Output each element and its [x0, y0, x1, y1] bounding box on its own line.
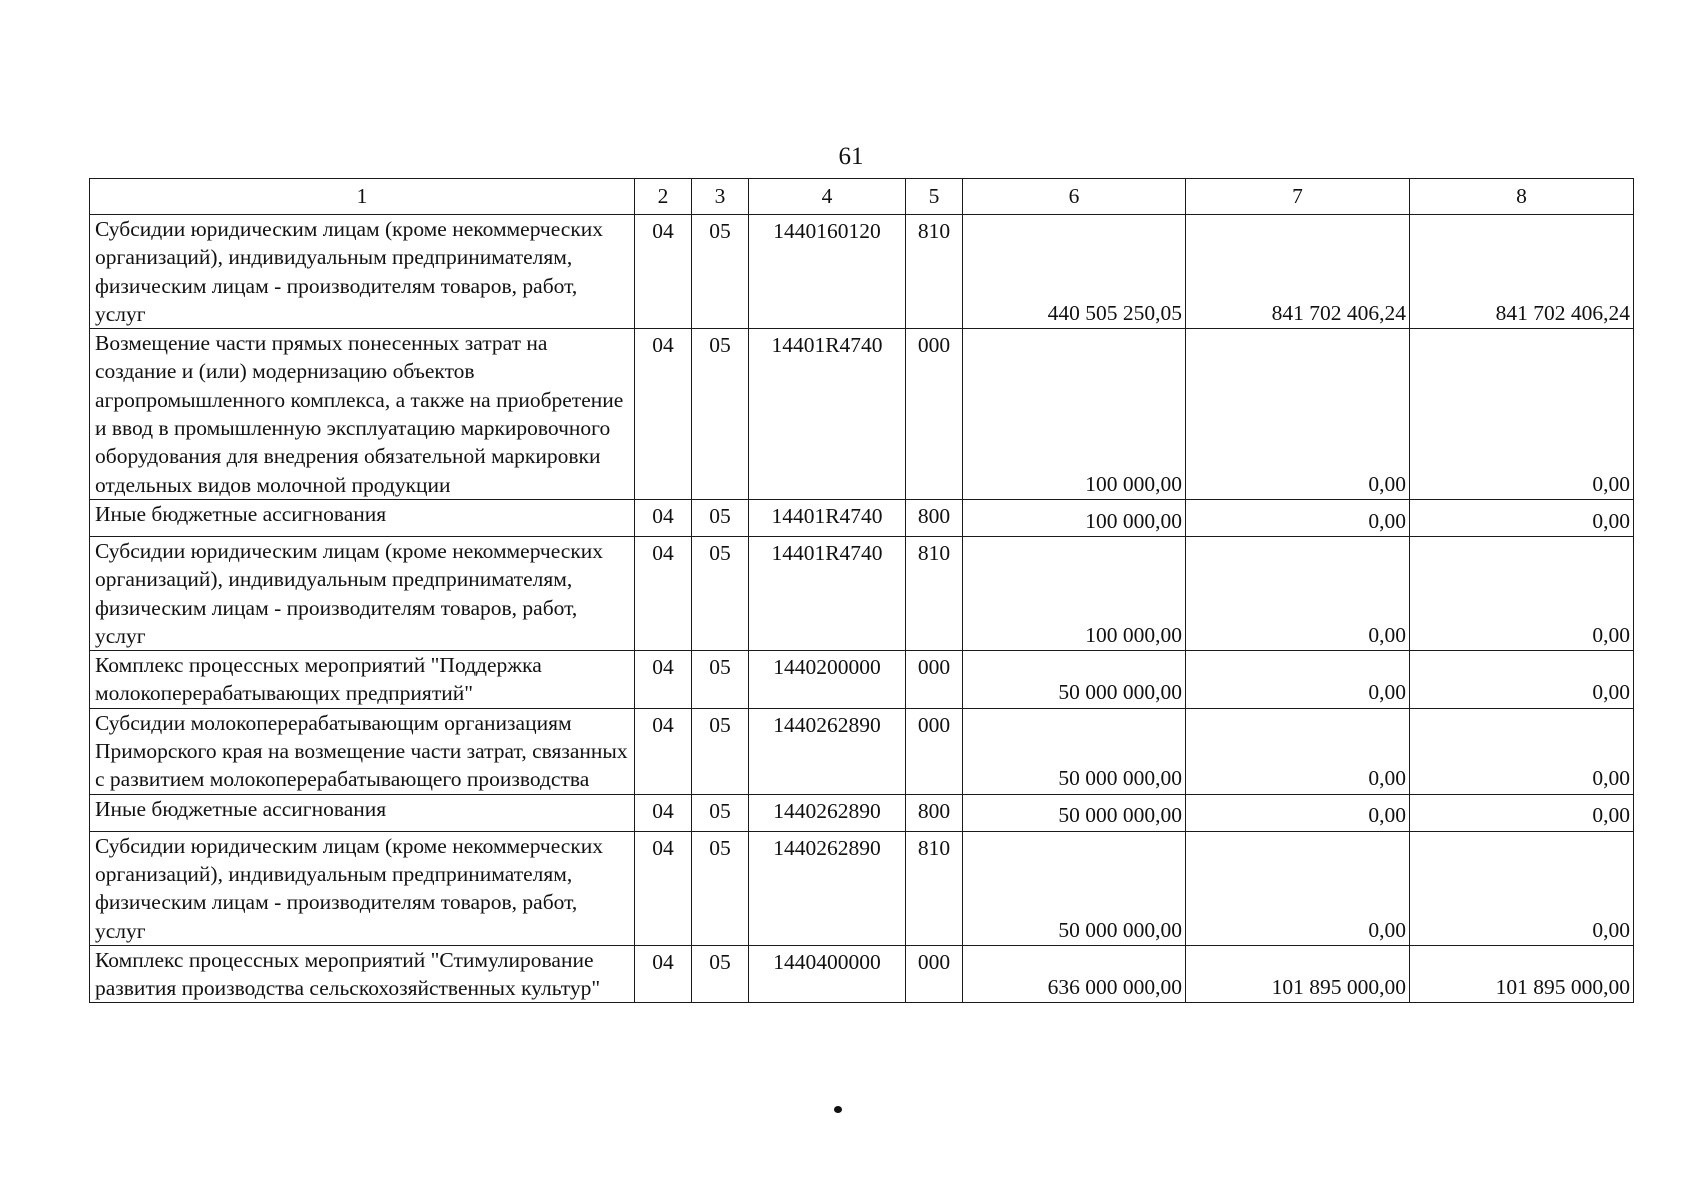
row-code-3: 05 [692, 945, 749, 1003]
row-code-3: 05 [692, 794, 749, 831]
page-number: 61 [838, 143, 864, 170]
row-name: Субсидии юридическим лицам (кроме некоммерческих организаций), индивидуальным предпринимателям, физическим лицам - производителям товаров, работ, услуг [90, 831, 635, 945]
header-cell: 1 [90, 179, 635, 215]
scan-dot [834, 1106, 842, 1113]
row-code-2: 04 [635, 945, 692, 1003]
row-name: Субсидии молокоперерабатывающим организациям Приморского края на возмещение части затрат, связанных с развитием молокоперерабатывающего производства [90, 708, 635, 794]
row-amount-8: 0,00 [1410, 329, 1634, 500]
row-code-4: 14401R4740 [749, 329, 906, 500]
header-cell: 3 [692, 179, 749, 215]
row-code-2: 04 [635, 794, 692, 831]
row-amount-7: 0,00 [1186, 708, 1410, 794]
row-code-4: 1440262890 [749, 831, 906, 945]
row-code-2: 04 [635, 215, 692, 329]
row-amount-7: 0,00 [1186, 536, 1410, 650]
row-code-5: 000 [906, 651, 963, 709]
row-amount-8: 841 702 406,24 [1410, 215, 1634, 329]
table-row [90, 945, 1634, 1003]
row-code-3: 05 [692, 831, 749, 945]
table-row [90, 708, 1634, 794]
row-code-3: 05 [692, 499, 749, 536]
row-code-2: 04 [635, 536, 692, 650]
row-name: Субсидии юридическим лицам (кроме некоммерческих организаций), индивидуальным предпринимателям, физическим лицам - производителям товаров, работ, услуг [90, 215, 635, 329]
row-code-2: 04 [635, 329, 692, 500]
row-code-2: 04 [635, 651, 692, 709]
row-code-4: 1440200000 [749, 651, 906, 709]
row-code-4: 1440400000 [749, 945, 906, 1003]
row-code-4: 1440160120 [749, 215, 906, 329]
row-amount-6: 50 000 000,00 [963, 831, 1186, 945]
row-code-2: 04 [635, 708, 692, 794]
table-row [90, 831, 1634, 945]
row-amount-6: 100 000,00 [963, 329, 1186, 500]
header-cell: 2 [635, 179, 692, 215]
row-amount-8: 0,00 [1410, 794, 1634, 831]
table-row [90, 794, 1634, 831]
row-amount-6: 50 000 000,00 [963, 794, 1186, 831]
row-code-3: 05 [692, 536, 749, 650]
row-amount-7: 0,00 [1186, 794, 1410, 831]
row-amount-7: 0,00 [1186, 499, 1410, 536]
row-name: Иные бюджетные ассигнования [90, 794, 635, 831]
row-name: Иные бюджетные ассигнования [90, 499, 635, 536]
header-row [90, 179, 1634, 215]
header-cell: 7 [1186, 179, 1410, 215]
row-amount-8: 101 895 000,00 [1410, 945, 1634, 1003]
row-amount-7: 101 895 000,00 [1186, 945, 1410, 1003]
row-code-5: 810 [906, 831, 963, 945]
row-amount-6: 636 000 000,00 [963, 945, 1186, 1003]
row-amount-8: 0,00 [1410, 831, 1634, 945]
row-code-2: 04 [635, 831, 692, 945]
header-cell: 4 [749, 179, 906, 215]
table-row [90, 215, 1634, 329]
row-amount-7: 0,00 [1186, 831, 1410, 945]
row-name: Возмещение части прямых понесенных затрат на создание и (или) модернизацию объектов агропромышленного комплекса, а также на приобретение и ввод в промышленную эксплуатацию маркировочного оборудования для внедрения обязательной маркировки отдельных видов молочной продукции [90, 329, 635, 500]
row-code-5: 000 [906, 329, 963, 500]
row-name: Комплекс процессных мероприятий "Поддержка молокоперерабатывающих предприятий" [90, 651, 635, 709]
row-amount-6: 100 000,00 [963, 536, 1186, 650]
row-amount-7: 841 702 406,24 [1186, 215, 1410, 329]
row-name: Субсидии юридическим лицам (кроме некоммерческих организаций), индивидуальным предпринимателям, физическим лицам - производителям товаров, работ, услуг [90, 536, 635, 650]
row-code-5: 800 [906, 794, 963, 831]
row-amount-6: 440 505 250,05 [963, 215, 1186, 329]
row-code-4: 14401R4740 [749, 536, 906, 650]
row-code-3: 05 [692, 215, 749, 329]
row-amount-6: 50 000 000,00 [963, 651, 1186, 709]
header-cell: 6 [963, 179, 1186, 215]
row-code-5: 810 [906, 215, 963, 329]
row-code-5: 000 [906, 708, 963, 794]
row-amount-6: 100 000,00 [963, 499, 1186, 536]
row-amount-8: 0,00 [1410, 651, 1634, 709]
row-amount-6: 50 000 000,00 [963, 708, 1186, 794]
row-code-5: 810 [906, 536, 963, 650]
row-amount-7: 0,00 [1186, 651, 1410, 709]
row-code-3: 05 [692, 708, 749, 794]
table-row [90, 651, 1634, 709]
header-cell: 8 [1410, 179, 1634, 215]
header-cell: 5 [906, 179, 963, 215]
table-row [90, 499, 1634, 536]
row-amount-8: 0,00 [1410, 708, 1634, 794]
row-code-4: 1440262890 [749, 708, 906, 794]
row-code-5: 000 [906, 945, 963, 1003]
row-code-3: 05 [692, 329, 749, 500]
row-code-5: 800 [906, 499, 963, 536]
table-row [90, 536, 1634, 650]
row-name: Комплекс процессных мероприятий "Стимулирование развития производства сельскохозяйственных культур" [90, 945, 635, 1003]
row-amount-7: 0,00 [1186, 329, 1410, 500]
row-code-4: 14401R4740 [749, 499, 906, 536]
row-amount-8: 0,00 [1410, 536, 1634, 650]
table-row [90, 329, 1634, 500]
row-code-3: 05 [692, 651, 749, 709]
row-code-2: 04 [635, 499, 692, 536]
budget-table [89, 178, 1634, 1003]
row-amount-8: 0,00 [1410, 499, 1634, 536]
row-code-4: 1440262890 [749, 794, 906, 831]
